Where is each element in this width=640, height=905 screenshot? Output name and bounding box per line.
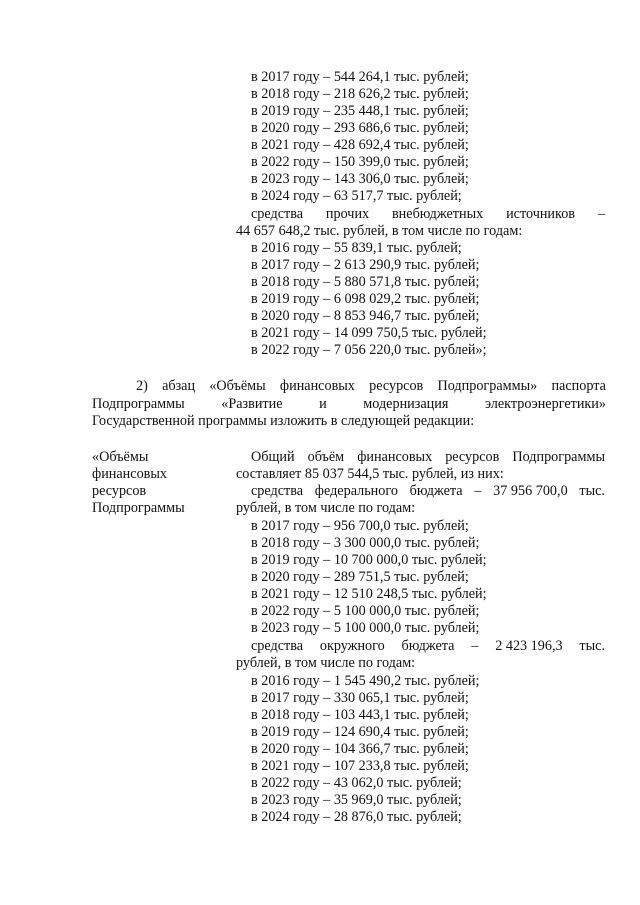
year-line: в 2022 году – 150 399,0 тыс. рублей;: [251, 154, 469, 170]
word: –: [471, 638, 479, 654]
year-line: в 2019 году – 6 098 029,2 тыс. рублей;: [251, 291, 480, 307]
word: 2): [136, 378, 148, 394]
paragraph-line-1: [136, 378, 606, 395]
year-line: в 2021 году – 14 099 750,5 тыс. рублей;: [251, 325, 487, 341]
federal-heading: [251, 483, 605, 500]
year-line: в 2022 году – 5 100 000,0 тыс. рублей;: [251, 603, 480, 619]
word: федерального: [314, 483, 398, 499]
year-line: в 2021 году – 107 233,8 тыс. рублей;: [251, 758, 469, 774]
table-label: ресурсов: [92, 483, 147, 499]
other-sources-total: 44 657 648,2 тыс. рублей, в том числе по годам:: [236, 223, 523, 239]
word: Подпрограммы: [92, 396, 185, 412]
word: тыс.: [579, 483, 605, 499]
word: –: [597, 206, 605, 222]
word: Общий: [251, 449, 295, 465]
word: бюджета: [409, 483, 463, 499]
year-line: в 2016 году – 55 839,1 тыс. рублей;: [251, 240, 462, 256]
year-line: в 2020 году – 8 853 946,7 тыс. рублей;: [251, 308, 480, 324]
word: средства: [251, 206, 304, 222]
year-line: в 2019 году – 124 690,4 тыс. рублей;: [251, 724, 469, 740]
year-line: в 2020 году – 289 751,5 тыс. рублей;: [251, 569, 469, 585]
word: бюджета: [401, 638, 455, 654]
year-line: в 2024 году – 28 876,0 тыс. рублей;: [251, 809, 462, 825]
word: модернизация: [363, 396, 449, 412]
year-line: в 2021 году – 428 692,4 тыс. рублей;: [251, 137, 469, 153]
year-line: в 2024 году – 63 517,7 тыс. рублей;: [251, 188, 462, 204]
year-line: в 2019 году – 235 448,1 тыс. рублей;: [251, 103, 469, 119]
other-sources-heading: [251, 206, 605, 223]
year-line: в 2020 году – 293 686,6 тыс. рублей;: [251, 120, 469, 136]
word: внебюджетных: [391, 206, 484, 222]
word: «Объёмы: [209, 378, 266, 394]
word: Подпрограммы»: [437, 378, 538, 394]
word: электроэнергетики»: [484, 396, 606, 412]
year-line: в 2022 году – 43 062,0 тыс. рублей;: [251, 775, 462, 791]
word: финансовых: [279, 378, 355, 394]
word: ресурсов: [369, 378, 424, 394]
year-line: в 2021 году – 12 510 248,5 тыс. рублей;: [251, 586, 487, 602]
district-cont: рублей, в том числе по годам:: [236, 655, 416, 671]
table-label: Подпрограммы: [92, 500, 185, 516]
total-heading: [251, 449, 605, 466]
year-line: в 2019 году – 10 700 000,0 тыс. рублей;: [251, 552, 487, 568]
year-line: в 2017 году – 2 613 290,9 тыс. рублей;: [251, 257, 480, 273]
word: 2 423 196,3: [495, 638, 563, 654]
total-amount: составляет 85 037 544,5 тыс. рублей, из них:: [236, 466, 504, 482]
word: средства: [251, 483, 304, 499]
word: средства: [251, 638, 304, 654]
word: источников: [506, 206, 575, 222]
year-line: в 2018 году – 5 880 571,8 тыс. рублей;: [251, 274, 480, 290]
word: и: [319, 396, 327, 412]
year-line: в 2018 году – 218 626,2 тыс. рублей;: [251, 86, 469, 102]
word: финансовых: [357, 449, 433, 465]
word: ресурсов: [445, 449, 500, 465]
word: –: [474, 483, 482, 499]
word: окружного: [319, 638, 385, 654]
year-line: в 2017 году – 330 065,1 тыс. рублей;: [251, 690, 469, 706]
year-line: в 2017 году – 544 264,1 тыс. рублей;: [251, 69, 469, 85]
year-line: в 2018 году – 3 300 000,0 тыс. рублей;: [251, 535, 480, 551]
table-label: финансовых: [92, 466, 167, 482]
year-line: в 2020 году – 104 366,7 тыс. рублей;: [251, 741, 469, 757]
year-line: в 2022 году – 7 056 220,0 тыс. рублей»;: [251, 342, 487, 358]
paragraph-line-2: [92, 396, 606, 413]
table-label: «Объёмы: [92, 449, 149, 465]
word: объём: [307, 449, 345, 465]
year-line: в 2017 году – 956 700,0 тыс. рублей;: [251, 518, 469, 534]
word: 37 956 700,0: [493, 483, 568, 499]
year-line: в 2023 году – 5 100 000,0 тыс. рублей;: [251, 620, 480, 636]
paragraph-line-3: Государственной программы изложить в следующей редакции:: [92, 413, 475, 429]
year-line: в 2023 году – 35 969,0 тыс. рублей;: [251, 792, 462, 808]
word: прочих: [325, 206, 370, 222]
word: тыс.: [579, 638, 605, 654]
federal-cont: рублей, в том числе по годам:: [236, 500, 416, 516]
year-line: в 2016 году – 1 545 490,2 тыс. рублей;: [251, 673, 480, 689]
word: абзац: [162, 378, 196, 394]
word: «Развитие: [221, 396, 283, 412]
word: паспорта: [551, 378, 606, 394]
year-line: в 2023 году – 143 306,0 тыс. рублей;: [251, 171, 469, 187]
district-heading: [251, 638, 605, 655]
year-line: в 2018 году – 103 443,1 тыс. рублей;: [251, 707, 469, 723]
word: Подпрограммы: [512, 449, 605, 465]
